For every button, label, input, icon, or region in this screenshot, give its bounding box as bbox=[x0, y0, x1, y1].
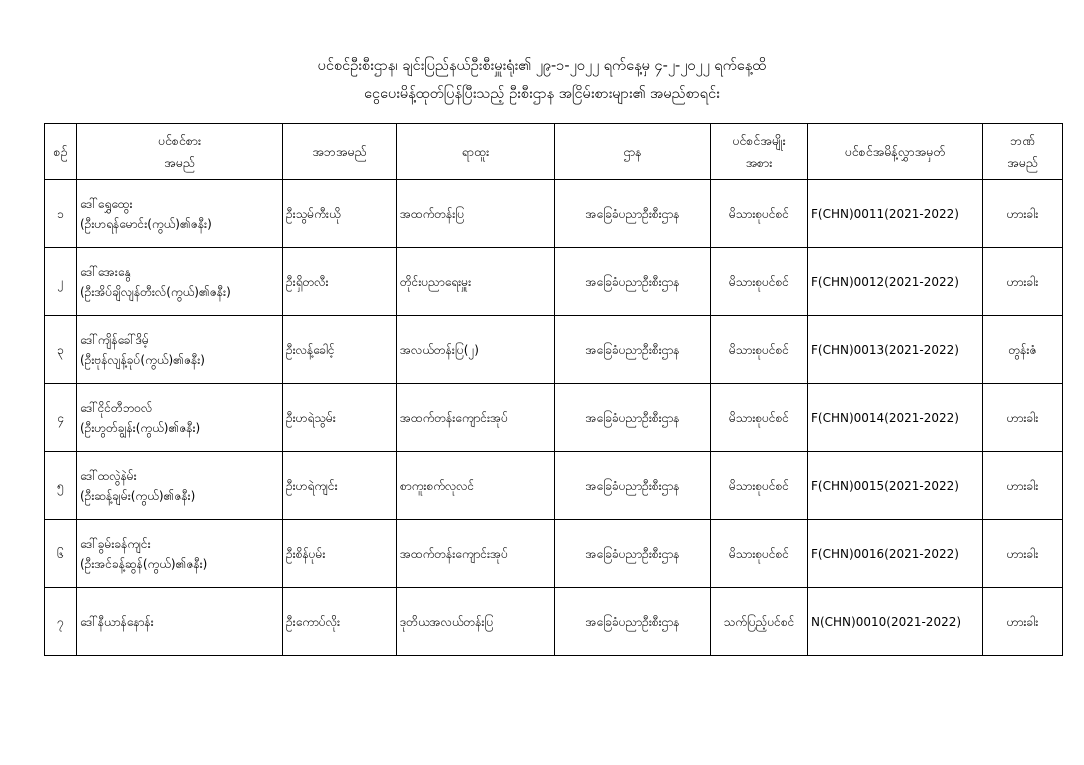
table-row bbox=[45, 520, 1063, 588]
header-bank-line-1: ဘဏ် bbox=[1010, 132, 1035, 148]
cell-serial: ၇ bbox=[45, 588, 77, 656]
cell-pensioner-name bbox=[77, 248, 283, 316]
cell-department: အခြေခံပညာဦးစီးဌာန bbox=[555, 316, 711, 384]
cell-department: အခြေခံပညာဦးစီးဌာန bbox=[555, 180, 711, 248]
cell-permit-number: F(CHN)0015(2021-2022) bbox=[808, 452, 983, 520]
cell-serial: ၅ bbox=[45, 452, 77, 520]
header-rank: ရာထူး bbox=[397, 124, 555, 180]
pensioner-name: ဒေါ်ကျိန်ခေါ်ဒိမ့် bbox=[80, 332, 149, 347]
table-row bbox=[45, 248, 1063, 316]
cell-bank-name: ဟားခါး bbox=[983, 180, 1063, 248]
cell-serial: ၂ bbox=[45, 248, 77, 316]
cell-department: အခြေခံပညာဦးစီးဌာန bbox=[555, 520, 711, 588]
cell-serial: ၁ bbox=[45, 180, 77, 248]
cell-department: အခြေခံပညာဦးစီးဌာန bbox=[555, 248, 711, 316]
cell-rank: အလယ်တန်းပြ(၂) bbox=[397, 316, 555, 384]
table-row bbox=[45, 588, 1063, 656]
cell-rank: အထက်တန်းကျောင်းအုပ် bbox=[397, 384, 555, 452]
cell-bank-name: ဟားခါး bbox=[983, 248, 1063, 316]
cell-bank-name: ဟားခါး bbox=[983, 452, 1063, 520]
cell-department: အခြေခံပညာဦးစီးဌာန bbox=[555, 384, 711, 452]
spouse-note: (ဦးဆန့်ချမ်း(ကွယ်)၏ဇနီး) bbox=[80, 488, 196, 503]
cell-permit-number: F(CHN)0014(2021-2022) bbox=[808, 384, 983, 452]
table-row bbox=[45, 316, 1063, 384]
header-permit-number: ပင်စင်အမိန့်လွှာအမှတ် bbox=[808, 124, 983, 180]
cell-bank-name: ဟားခါး bbox=[983, 384, 1063, 452]
cell-pension-type: မိသားစုပင်စင် bbox=[711, 316, 808, 384]
pensioner-name: ဒေါ်နီယာန်နောန်း bbox=[80, 614, 154, 629]
cell-department: အခြေခံပညာဦးစီးဌာန bbox=[555, 588, 711, 656]
table-row bbox=[45, 180, 1063, 248]
cell-permit-number: F(CHN)0013(2021-2022) bbox=[808, 316, 983, 384]
header-serial: စဉ် bbox=[45, 124, 77, 180]
header-bank-name bbox=[983, 124, 1063, 180]
cell-pensioner-name bbox=[77, 180, 283, 248]
cell-permit-number: F(CHN)0012(2021-2022) bbox=[808, 248, 983, 316]
cell-father-name: ဦးသွမ်ကီးယို bbox=[283, 180, 397, 248]
cell-rank: အထက်တန်းပြ bbox=[397, 180, 555, 248]
title-line-2: ငွေပေးမိန့်ထုတ်ပြန်ပြီးသည့် ဦးစီးဌာန အငြိမ်းစားများ၏ အမည်စာရင်း bbox=[364, 86, 720, 102]
cell-pension-type: မိသားစုပင်စင် bbox=[711, 452, 808, 520]
cell-serial: ၆ bbox=[45, 520, 77, 588]
header-pension-type bbox=[711, 124, 808, 180]
cell-father-name: ဦးလန့်ခေါင့် bbox=[283, 316, 397, 384]
cell-bank-name: ဟားခါး bbox=[983, 588, 1063, 656]
cell-father-name: ဦးဟရဲသွမ်း bbox=[283, 384, 397, 452]
cell-father-name: ဦးကောပ်လိုး bbox=[283, 588, 397, 656]
cell-pensioner-name bbox=[77, 520, 283, 588]
cell-permit-number: F(CHN)0011(2021-2022) bbox=[808, 180, 983, 248]
cell-rank: အထက်တန်းကျောင်းအုပ် bbox=[397, 520, 555, 588]
header-type-line-1: ပင်စင်အမျိုး bbox=[732, 132, 786, 148]
pensioner-name: ဒေါ်ထလွဲနဲမ်း bbox=[80, 468, 137, 483]
cell-serial: ၃ bbox=[45, 316, 77, 384]
pensioner-name: ဒေါ်ငိုင်တီဘ၀လ် bbox=[80, 400, 153, 415]
header-father-name: အဘအမည် bbox=[283, 124, 397, 180]
spouse-note: (ဦးအင်ခန့်ဆွန်(ကွယ်)၏ဇနီး) bbox=[80, 556, 208, 571]
cell-rank: စာကူးစက်လုလင် bbox=[397, 452, 555, 520]
header-name-line-2: အမည် bbox=[164, 154, 195, 170]
cell-pension-type: မိသားစုပင်စင် bbox=[711, 248, 808, 316]
header-pensioner-name bbox=[77, 124, 283, 180]
cell-bank-name: ဟားခါး bbox=[983, 520, 1063, 588]
table-header-row bbox=[45, 124, 1063, 180]
pensioner-name: ဒေါ်ခွမ်းခန်ကျင်း bbox=[80, 536, 151, 551]
cell-rank: တိုင်းပညာရေးမှူး bbox=[397, 248, 555, 316]
table-row bbox=[45, 452, 1063, 520]
header-department: ဌာန bbox=[555, 124, 711, 180]
spouse-note: (ဦးဟရန်မောင်း(ကွယ်)၏ဇနီး) bbox=[80, 216, 212, 231]
spouse-note: (ဦးဗုန်လျန့်ခုပ်(ကွယ်)၏ဇနီး) bbox=[80, 352, 205, 367]
cell-father-name: ဦးစိန်ပုမ်း bbox=[283, 520, 397, 588]
cell-rank: ဒုတိယအလယ်တန်းပြ bbox=[397, 588, 555, 656]
cell-pensioner-name bbox=[77, 316, 283, 384]
header-bank-line-2: အမည် bbox=[1007, 154, 1038, 170]
spouse-note: (ဦးဟွတ်ချွန်း(ကွယ်)၏ဇနီး) bbox=[80, 420, 201, 435]
pensioner-name: ဒေါ်ရွှေထွေး bbox=[80, 196, 133, 211]
header-name-line-1: ပင်စင်စား bbox=[157, 132, 202, 148]
cell-father-name: ဦးဟရဲကျင်း bbox=[283, 452, 397, 520]
cell-department: အခြေခံပညာဦးစီးဌာန bbox=[555, 452, 711, 520]
cell-pensioner-name bbox=[77, 588, 283, 656]
header-type-line-2: အစား bbox=[745, 154, 773, 170]
cell-pension-type: မိသားစုပင်စင် bbox=[711, 520, 808, 588]
cell-permit-number: N(CHN)0010(2021-2022) bbox=[808, 588, 983, 656]
title-line-1: ပင်စင်ဦးစီးဌာန၊ ချင်းပြည်နယ်ဦးစီးမှူးရုံး၏ ၂၉-၁-၂၀၂၂ ရက်နေ့မှ ၄-၂-၂၀၂၂ ရက်နေ့ထိ bbox=[317, 58, 767, 74]
cell-pension-type: မိသားစုပင်စင် bbox=[711, 384, 808, 452]
cell-pension-type: သက်ပြည့်ပင်စင် bbox=[711, 588, 808, 656]
document-title bbox=[0, 52, 1084, 108]
pensioner-name: ဒေါ်အေးနွေ bbox=[80, 264, 131, 279]
table-row bbox=[45, 384, 1063, 452]
spouse-note: (ဦးအိပ်ချိလျန်တီးလ်(ကွယ်)၏ဇနီး) bbox=[80, 284, 231, 299]
pensioner-table bbox=[44, 123, 1063, 656]
cell-pensioner-name bbox=[77, 452, 283, 520]
cell-pensioner-name bbox=[77, 384, 283, 452]
cell-bank-name: တွန်းဇံ bbox=[983, 316, 1063, 384]
cell-serial: ၄ bbox=[45, 384, 77, 452]
cell-permit-number: F(CHN)0016(2021-2022) bbox=[808, 520, 983, 588]
cell-pension-type: မိသားစုပင်စင် bbox=[711, 180, 808, 248]
cell-father-name: ဦးရှိတလီး bbox=[283, 248, 397, 316]
